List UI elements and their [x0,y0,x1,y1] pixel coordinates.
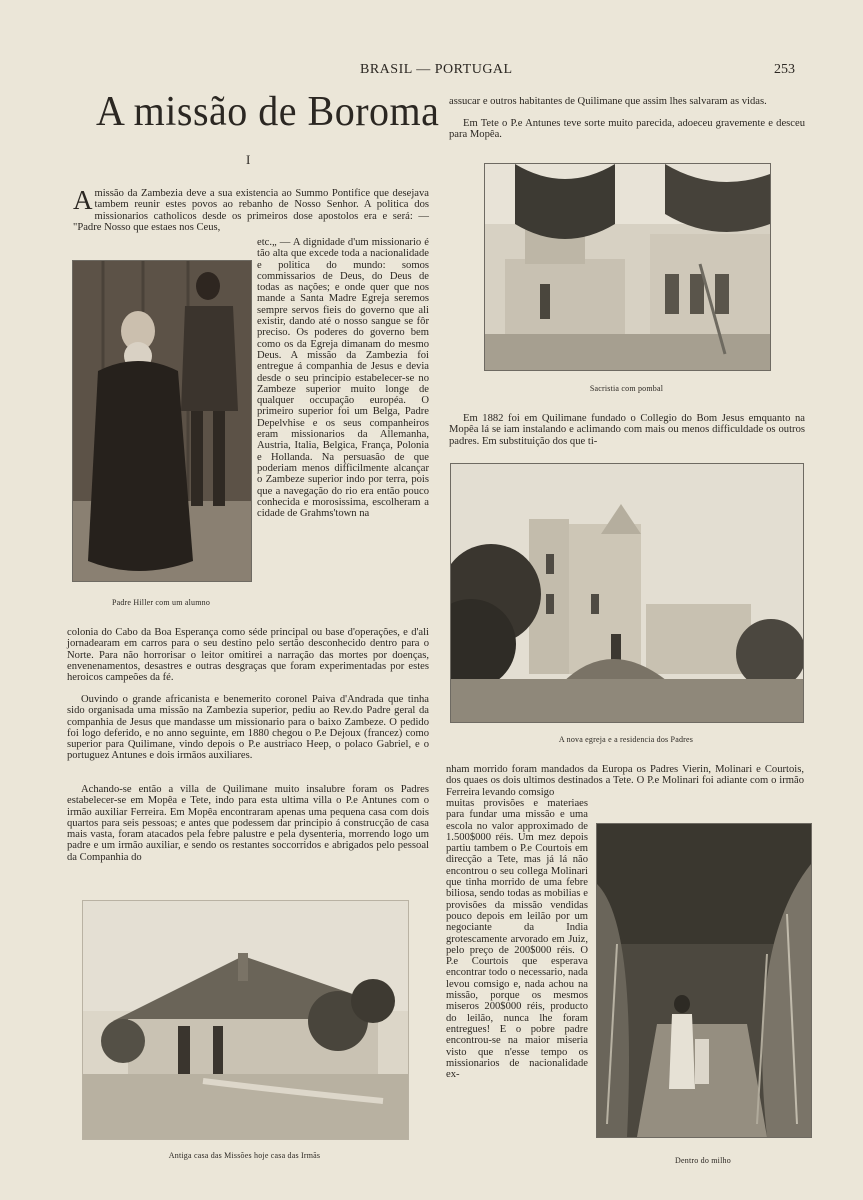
caption-fig2: Sacristia com pombal [589,384,664,393]
drop-cap: A [73,185,93,215]
opening-paragraph [73,185,429,233]
col1-narrow-text: etc.„ — A dignidade d'um missionario é tão alta que excede toda a nacionalidade e politica do mundo: somos commissarios de Deus, do Deus de todas as nações; e onde quer que nos mande a Santa Madre Egreja seremos sempre servos fieis do governo que ali existir, dando até o nosso sangue se fôr preciso. Os poderes do governo bem como os da Egreja dimanam do mesmo Deus. A missão da Zambezia foi entregue á companhia de Jesus e devia desde o seu principio estabelecer-se no Zambeze superior muito longe de qualquer occupação européa. O primeiro superior foi um Belga, Padre Depelvhise e os seus companheiros eram missionarios da Allemanha, Austria, Italia, Belgica, França, Polonia e Hollanda. Na persuasão de que poderiam menos difficilmente alcançar o Zambeze superior indo por terra, pois que a navegação do rio era então pouco conhecida e morosissima, escolheram a cidade de Grahms'town na [257,237,429,520]
photo-nova-egreja [450,463,804,723]
col2-para-collegio: Em 1882 foi em Quilimane fundado o Collegio do Bom Jesus emquanto na Mopêa lá se iam instalando e aclimando com mais ou menos difficuldade os outros padres. Em substituição dos que ti- [449,413,805,447]
photo-antiga-casa [82,900,409,1140]
col2-top: assucar e outros habitantes de Quilimane que assim lhes salvaram as vidas. [449,96,767,107]
photo-sacristia [484,163,771,371]
page-number: 253 [774,62,795,77]
running-title: BRASIL — PORTUGAL [360,62,513,77]
caption-fig1: Padre Hiller com um alumno [111,598,211,607]
col2-para-vierin: nham morrido foram mandados da Europa os Padres Vierin, Molinari e Courtois, dos quaes os dois ultimos destinados a Tete. O P.e Molinari foi adiante com o irmão Ferreira levando comsigo [446,764,804,798]
caption-fig5: Dentro do milho [675,1156,731,1165]
col1-para-paiva: Ouvindo o grande africanista e benemerito coronel Paiva d'Andrada que tinha sido organisada uma missão na Zambezia superior, pediu ao Rev.do Padre geral da companhia de Jesus que mandasse um missionario para o baixo Zambeze. O pedido foi logo deferido, e no anno seguinte, em 1880 chegou o P.e Dejoux (francez) como superior para Quilimane, vindo depois o P.e austriaco Heep, o polaco Gabriel, e o portuguez Antunes e dois irmãos auxiliares. [67,694,429,762]
photo-padre-hiller [72,260,252,582]
section-numeral: I [246,152,251,167]
col1-continuation: colonia do Cabo da Boa Esperança como séde principal ou base d'operações, e d'ali jornadearam em carros para o seu destino pelo sertão desconhecido dentro para o Norte. Para não horrorisar o leitor omitirei a narração das mortes por doenças, envenenamentos, desastres e outras desgraças que foram experimentadas por estes heroicos campeões da fé. [67,627,429,684]
col2-para-tete: Em Tete o P.e Antunes teve sorte muito parecida, adoeceu gravemente e desceu para Mopêa. [449,118,805,141]
opening-text: missão da Zambezia deve a sua existencia ao Summo Pontifice que desejava tambem reunir estes povos ao rebanho de Nosso Senhor. A politica dos missionarios catholicos desde os primeiros dose apostolos era e será: — "Padre Nosso que estaes nos Ceus, [73,188,429,233]
caption-fig4: Antiga casa das Missões hoje casa das Irmãs [168,1151,321,1160]
col2-narrow-text: muitas provisões e materiaes para fundar uma missão e uma escola no valor approximado de 1.500$000 réis. Um mez depois partiu tambem o P.e Courtois em direcção a Tete, mas já lá não encontrou o seu collega Molinari que tinha morrido de uma febre biliosa, sendo todas as mobilias e provisões da missão vendidas pouco depois em leilão por um negociante da India grotescamente arvorado em Juiz, pelo preço de 200$000 réis. O P.e Courtois que esperava encontrar todo o necessario, nada levou comsigo e, nada achou na missão, porque os mesmos miseros 200$000 réis, producto do leilão, nunca lhe foram entregues! E o pobre padre encontrou-se na maior miseria visto que n'esse tempo os missionarios de nacionalidade ex- [446,798,588,1081]
col1-para-quilimane: Achando-se então a villa de Quilimane muito insalubre foram os Padres estabelecer-se em Mopêa e Tete, indo para esta ultima villa o P.e Antunes com o irmão auxiliar Ferreira. Em Mopêa encontraram apenas uma pequena casa com dois quartos para seis pessoas; e antes que podessem dar principio á construcção de casa mais vasta, foram atacados pela febre palustre e pela dysenteria, morrendo logo um padre e um irmão auxiliar, e sendo os restantes soccorridos e abrigados pelo pessoal da Companhia do [67,784,429,863]
photo-dentro-do-milho [596,823,812,1138]
caption-fig3: A nova egreja e a residencia dos Padres [558,735,694,744]
article-title: A missão de Boroma [96,87,440,135]
